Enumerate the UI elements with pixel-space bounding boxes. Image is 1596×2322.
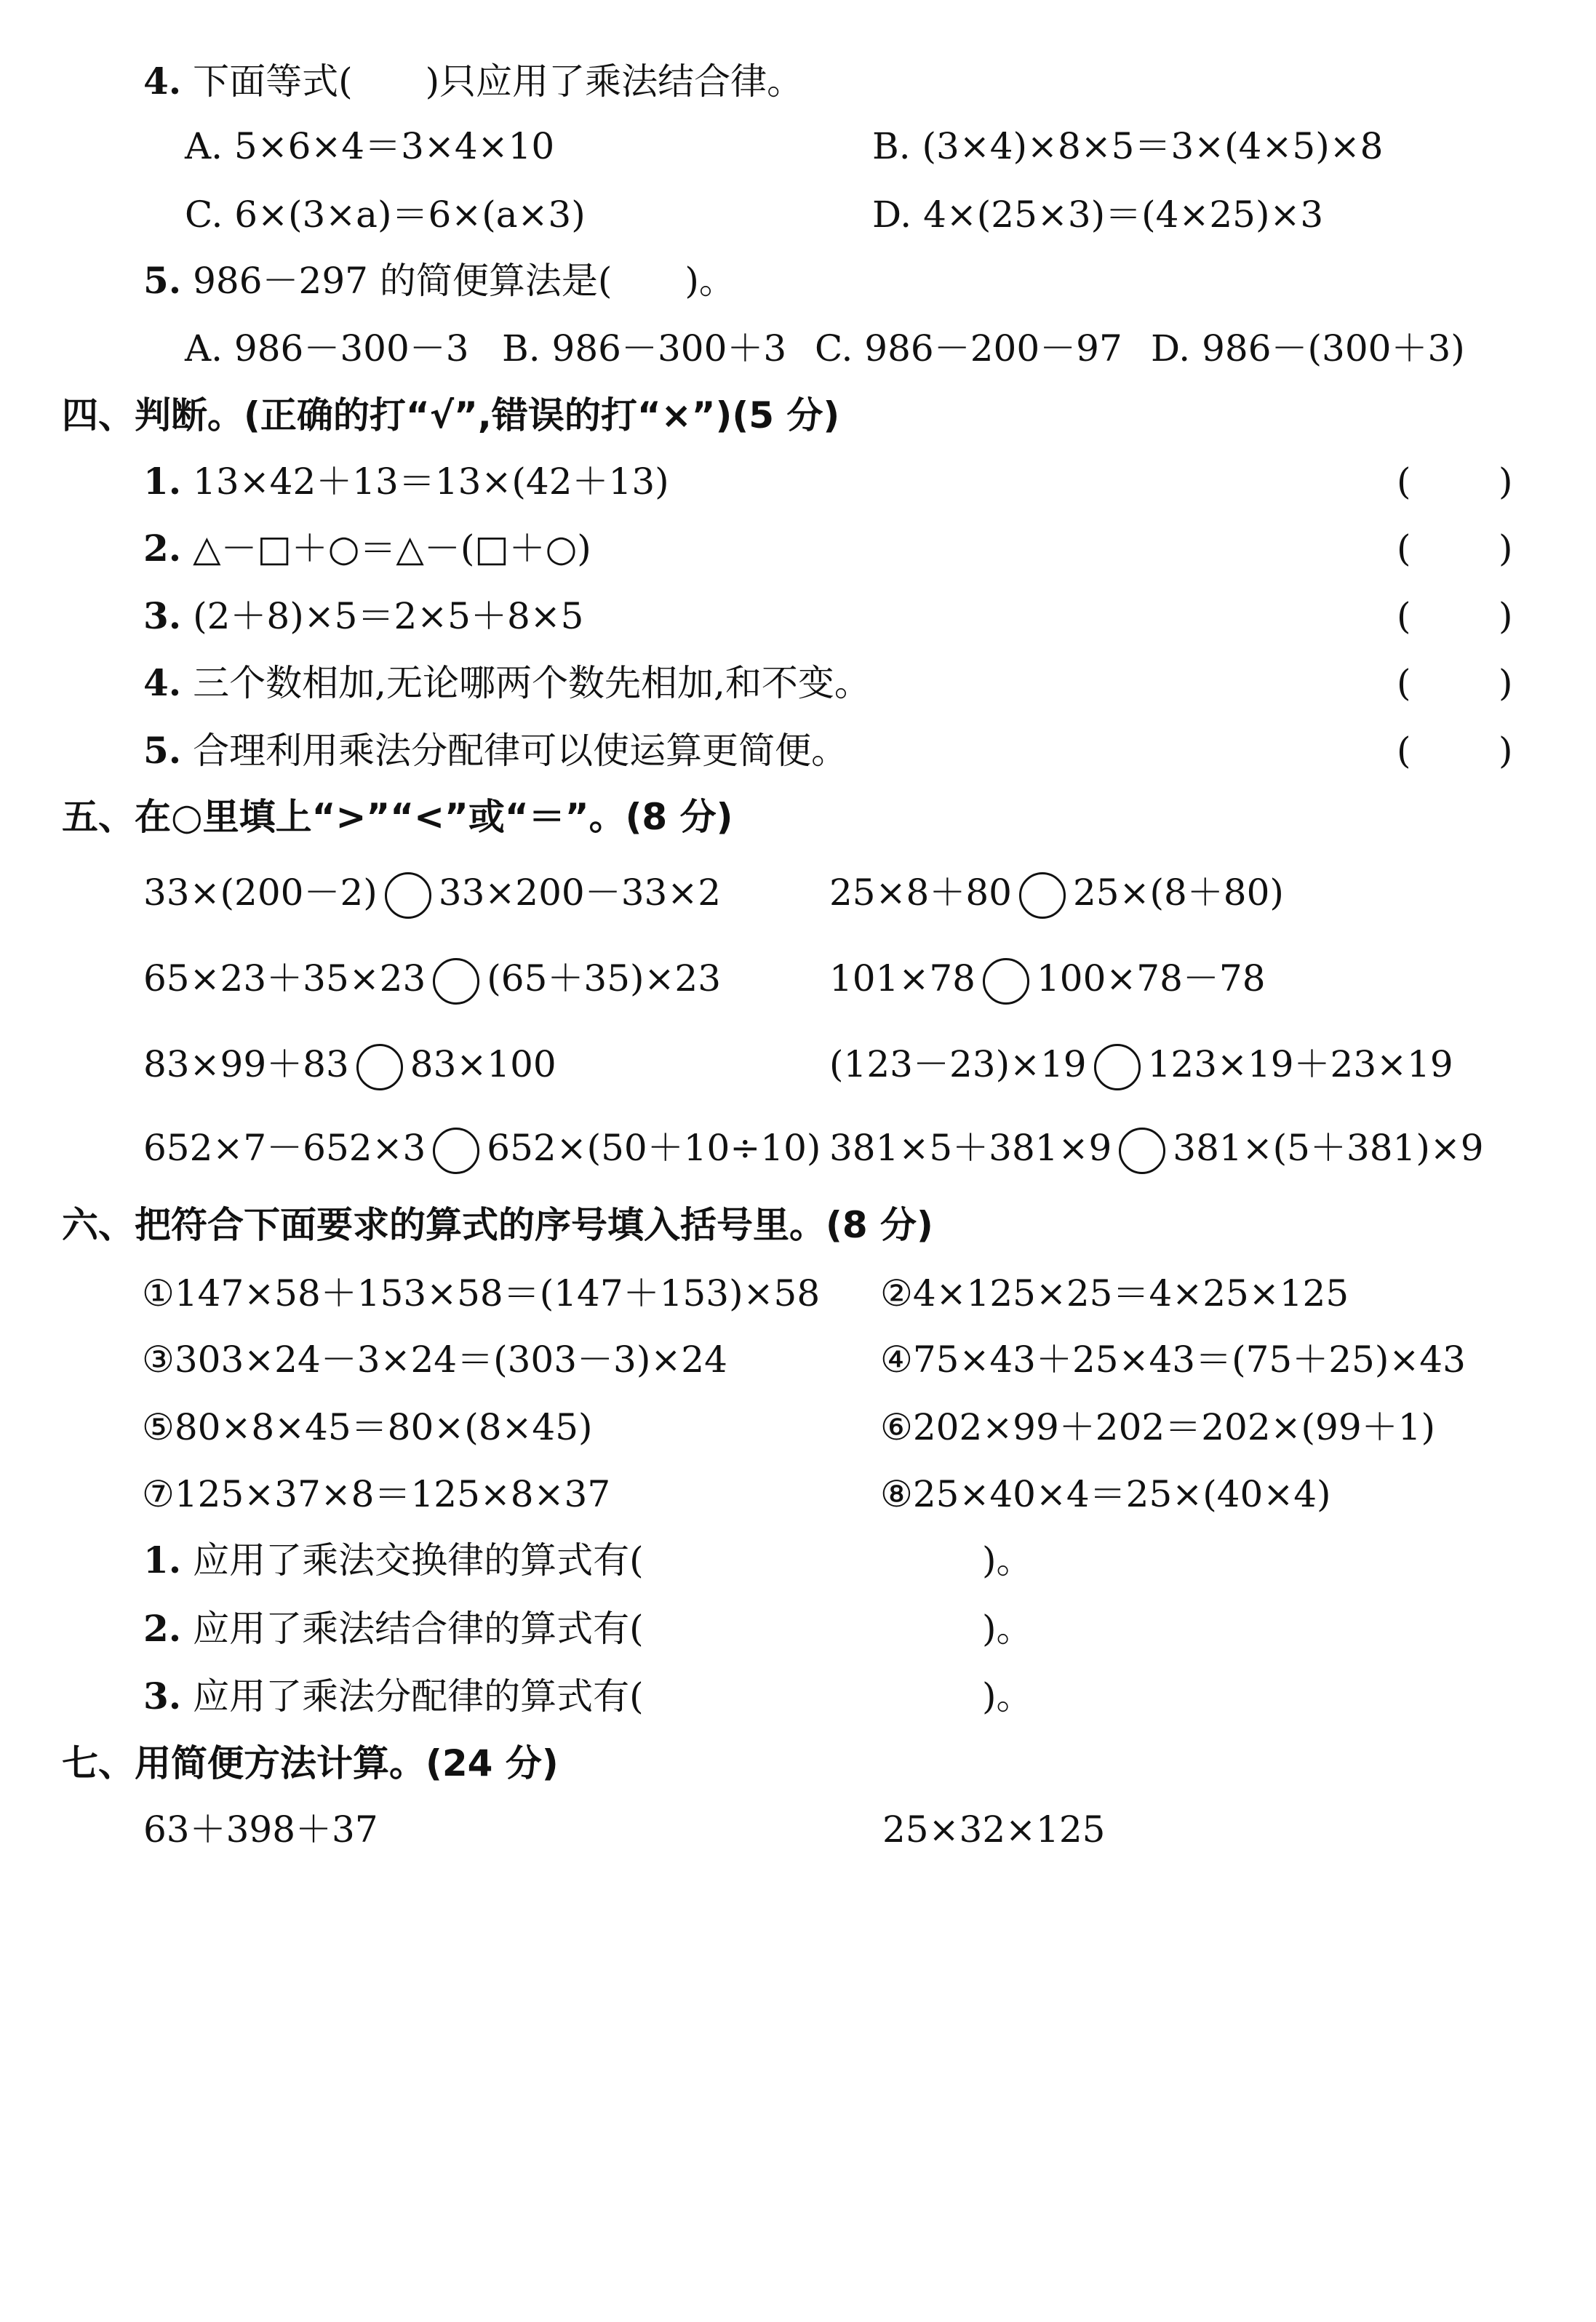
comparison-item [829, 953, 1266, 1005]
section-4-title: 四、判断。(正确的打“√”,错误的打“×”)(5 分) [62, 394, 840, 436]
item-text: (2＋8)×5＝2×5＋8×5 [193, 595, 584, 637]
judgement-item [143, 594, 584, 638]
left-expression: 83×99＋83 [143, 1043, 349, 1085]
left-expression: (123－23)×19 [829, 1043, 1087, 1085]
answer-paren-close: )。 [982, 1675, 1033, 1717]
comparison-item [143, 953, 721, 1005]
option-a: A. 5×6×4＝3×4×10 [185, 125, 555, 167]
formula: ①147×58＋153×58＝(147＋153)×58 [142, 1272, 821, 1314]
answer-circle[interactable] [385, 872, 431, 919]
answer-paren-open[interactable]: ( [1397, 460, 1411, 503]
answer-circle[interactable] [1094, 1044, 1141, 1090]
answer-paren-open[interactable]: ( [1397, 527, 1411, 570]
question-text: 应用了乘法分配律的算式有( [193, 1675, 644, 1717]
judgement-item [143, 729, 847, 773]
option-c: C. 6×(3×a)＝6×(a×3) [185, 193, 586, 236]
option-c: C. 986－200－97 [815, 327, 1122, 370]
answer-paren-close: ) [1499, 527, 1513, 570]
answer-circle[interactable] [433, 1128, 479, 1174]
formula: ⑦125×37×8＝125×8×37 [142, 1473, 611, 1515]
answer-paren-close: ) [1499, 662, 1513, 704]
question-text: 986－297 的简便算法是( )。 [193, 260, 735, 302]
question-number: 1. [143, 1539, 182, 1581]
judgement-item [143, 527, 591, 570]
option-b: B. (3×4)×8×5＝3×(4×5)×8 [872, 125, 1384, 167]
option-d: D. 4×(25×3)＝(4×25)×3 [872, 193, 1324, 236]
answer-paren-close: ) [1499, 460, 1513, 503]
option-d: D. 986－(300＋3) [1151, 327, 1465, 370]
answer-paren-open[interactable]: ( [1397, 730, 1411, 772]
item-number: 4. [143, 661, 182, 704]
answer-paren-close: ) [1499, 595, 1513, 637]
formula: ⑧25×40×4＝25×(40×4) [880, 1473, 1331, 1515]
fill-question [143, 1539, 644, 1582]
left-expression: 652×7－652×3 [143, 1127, 426, 1169]
answer-circle[interactable] [1019, 872, 1066, 919]
formula: ⑤80×8×45＝80×(8×45) [142, 1406, 593, 1448]
question-text: 应用了乘法结合律的算式有( [193, 1608, 644, 1650]
right-expression: 652×(50＋10÷10) [487, 1127, 821, 1169]
answer-circle[interactable] [1119, 1128, 1165, 1174]
item-text: 13×42＋13＝13×(42＋13) [193, 460, 669, 503]
section-7-title: 七、用简便方法计算。(24 分) [62, 1742, 559, 1784]
formula: ④75×43＋25×43＝(75＋25)×43 [880, 1338, 1466, 1381]
answer-paren-close: )。 [982, 1608, 1033, 1650]
question-number: 5. [143, 259, 182, 302]
question-5 [143, 259, 735, 303]
option-a: A. 986－300－3 [185, 327, 469, 370]
answer-circle[interactable] [356, 1044, 403, 1090]
answer-circle[interactable] [433, 958, 479, 1005]
question-text: 应用了乘法交换律的算式有( [193, 1539, 644, 1581]
item-text: 合理利用乘法分配律可以使运算更简便。 [193, 730, 848, 772]
left-expression: 65×23＋35×23 [143, 957, 426, 1000]
question-number: 3. [143, 1675, 182, 1717]
right-expression: (65＋35)×23 [487, 957, 722, 1000]
calc-problem: 63＋398＋37 [143, 1808, 378, 1851]
comparison-item [829, 1122, 1484, 1174]
answer-paren-open[interactable]: ( [1397, 595, 1411, 637]
section-5-title: 五、在○里填上“>”“<”或“＝”。(8 分) [62, 796, 733, 838]
item-number: 5. [143, 729, 182, 772]
item-number: 2. [143, 527, 182, 570]
answer-paren-close: ) [1499, 730, 1513, 772]
question-4 [143, 60, 803, 103]
formula: ⑥202×99＋202＝202×(99＋1) [880, 1406, 1435, 1448]
answer-paren-open[interactable]: ( [1397, 662, 1411, 704]
left-expression: 25×8＋80 [829, 871, 1012, 914]
question-number: 4. [143, 60, 182, 103]
calc-problem: 25×32×125 [882, 1808, 1106, 1851]
fill-question [143, 1607, 644, 1651]
question-text: 下面等式( )只应用了乘法结合律。 [193, 60, 804, 103]
item-text: △－□＋○＝△－(□＋○) [193, 527, 591, 570]
left-expression: 33×(200－2) [143, 871, 378, 914]
question-number: 2. [143, 1607, 182, 1650]
left-expression: 381×5＋381×9 [829, 1127, 1112, 1169]
item-number: 1. [143, 460, 182, 503]
right-expression: 123×19＋23×19 [1147, 1043, 1453, 1085]
right-expression: 100×78－78 [1036, 957, 1266, 1000]
right-expression: 33×200－33×2 [438, 871, 722, 914]
fill-question [143, 1675, 644, 1718]
judgement-item [143, 661, 871, 705]
section-6-title: 六、把符合下面要求的算式的序号填入括号里。(8 分) [62, 1204, 933, 1246]
answer-circle[interactable] [983, 958, 1029, 1005]
formula: ②4×125×25＝4×25×125 [880, 1272, 1349, 1314]
comparison-item [143, 1122, 821, 1174]
right-expression: 381×(5＋381)×9 [1173, 1127, 1484, 1169]
comparison-item [143, 867, 721, 919]
item-number: 3. [143, 594, 182, 637]
comparison-item [143, 1039, 556, 1090]
right-expression: 83×100 [410, 1043, 556, 1085]
judgement-item [143, 460, 669, 503]
answer-paren-close: )。 [982, 1539, 1033, 1581]
item-text: 三个数相加,无论哪两个数先相加,和不变。 [193, 662, 871, 704]
left-expression: 101×78 [829, 957, 975, 1000]
comparison-item [829, 1039, 1453, 1090]
option-b: B. 986－300＋3 [502, 327, 787, 370]
right-expression: 25×(8＋80) [1072, 871, 1284, 914]
comparison-item [829, 867, 1284, 919]
formula: ③303×24－3×24＝(303－3)×24 [142, 1338, 727, 1381]
